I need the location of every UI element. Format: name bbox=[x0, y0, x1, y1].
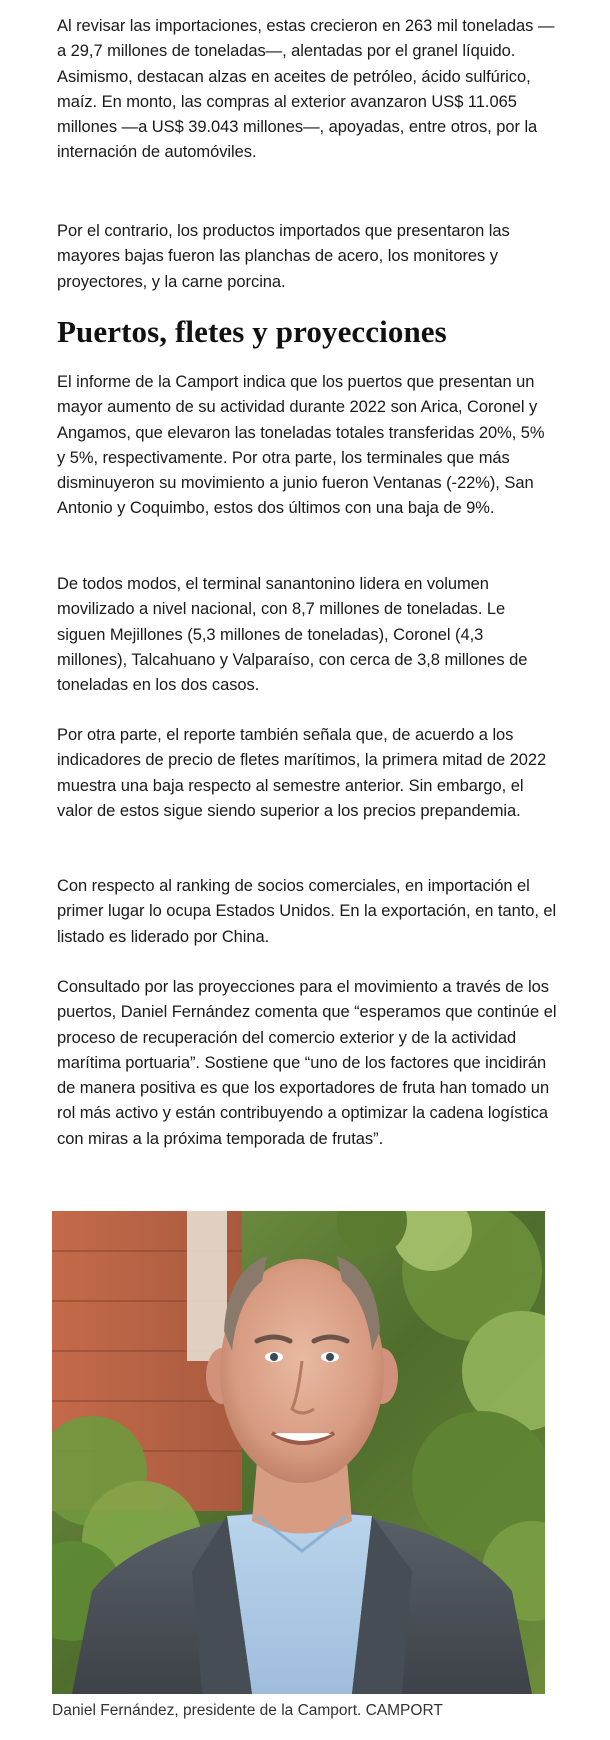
article-paragraph: Por el contrario, los productos importados que presentaron las mayores bajas fueron las planchas de acero, los monitores y proyectores, y la carne porcina. bbox=[57, 222, 510, 291]
article-paragraph: Al revisar las importaciones, estas crecieron en 263 mil toneladas —a 29,7 millones de toneladas—, alentadas por el granel líquido. Asimismo, destacan alzas en aceites de petróleo, ácido sulfúrico, maíz. En monto, las compras al exterior avanzaron US$ 11.065 millones —a US$ 39.043 millones—, apoyadas, entre otros, por la internación de automóviles. bbox=[57, 17, 555, 162]
portrait-photo bbox=[52, 1211, 545, 1694]
article-paragraph: Por otra parte, el reporte también señala que, de acuerdo a los indicadores de precio de fletes marítimos, la primera mitad de 2022 muestra una baja respecto al semestre anterior. Sin embargo, el valor de estos sigue siendo superior a los precios prepandemia. bbox=[57, 726, 547, 820]
article-paragraph: Consultado por las proyecciones para el movimiento a través de los puertos, Daniel Fernández comenta que “esperamos que continúe el proceso de recuperación del comercio exterior y de la actividad marítima portuaria”. Sostiene que “uno de los factores que incidirán de manera positiva es que los exportadores de fruta han tomado un rol más activo y están contribuyendo a optimizar la cadena logística con miras a la próxima temporada de frutas”. bbox=[57, 978, 557, 1148]
article-paragraph: De todos modos, el terminal sanantonino lidera en volumen movilizado a nivel nacional, con 8,7 millones de toneladas. Le siguen Mejillones (5,3 millones de toneladas), Coronel (4,3 millones), Talcahuano y Valparaíso, con cerca de 3,8 millones de toneladas en los dos casos. bbox=[57, 575, 528, 695]
article-paragraph: El informe de la Camport indica que los puertos que presentan un mayor aumento de su actividad durante 2022 son Arica, Coronel y Angamos, que elevaron las toneladas totales transferidas 20%, 5% y 5%, respectivamente. Por otra parte, los terminales que más disminuyeron su movimiento a junio fueron Ventanas (-22%), San Antonio y Coquimbo, estos dos últimos con una baja de 9%. bbox=[57, 373, 545, 518]
section-heading: Puertos, fletes y proyecciones bbox=[57, 314, 447, 349]
photo-caption: Daniel Fernández, presidente de la Camport. CAMPORT bbox=[52, 1702, 443, 1719]
article-paragraph: Con respecto al ranking de socios comerciales, en importación el primer lugar lo ocupa Estados Unidos. En la exportación, en tanto, el listado es liderado por China. bbox=[57, 877, 557, 946]
